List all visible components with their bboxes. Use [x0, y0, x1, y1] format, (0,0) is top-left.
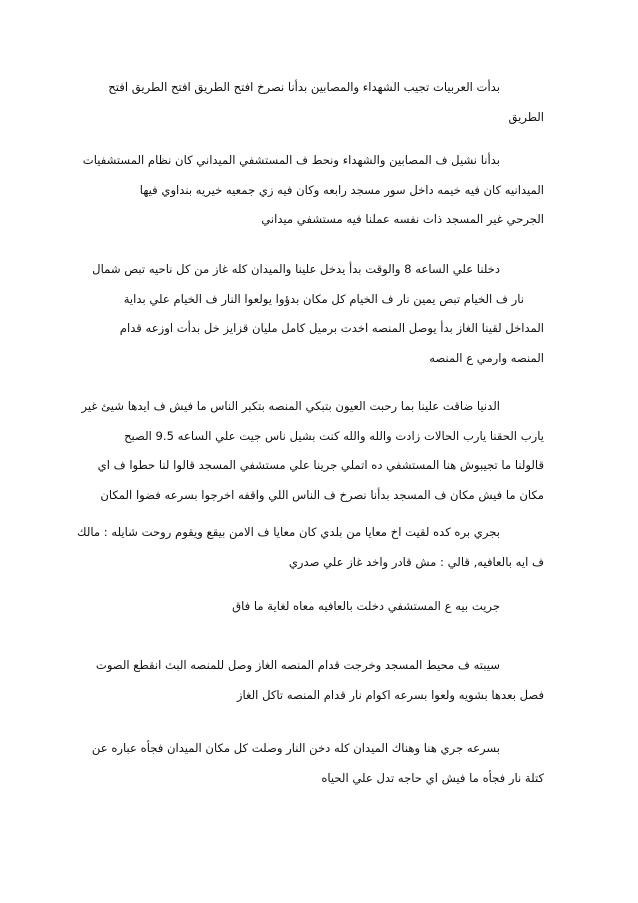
- paragraph-line: نار ف الخيام تبص يمين نار ف الخيام كل مكان بدؤوا يولعوا النار ف الخيام علي بداية: [123, 291, 524, 306]
- paragraph-line: الميدانيه كان فيه خيمه داخل سور مسجد رابعه وكان فيه زي جمعيه خيريه بنداوي فيها: [139, 182, 544, 197]
- paragraph-line: الطريق: [508, 109, 544, 124]
- paragraph-line: الجرحي غير المسجد ذات نفسه عملنا فيه مستشفي ميداني: [261, 212, 544, 226]
- paragraph-line: دخلنا علي الساعه 8 والوقت بدأ يدخل علينا والميدان كله غاز من كل ناحيه تبص شمال: [92, 262, 500, 276]
- paragraph-line: بجري بره كده لقيت اخ معايا من بلدي كان معايا ف الامن بيقع ويقوم روحت شايله : مالك: [77, 525, 500, 539]
- paragraph-line: بدأنا نشيل ف المصابين والشهداء ونحط ف المستشفي الميداني كان نظام المستشفيات: [82, 153, 500, 167]
- paragraph-line: الدنيا ضاقت علينا بما رحبت العيون بتبكي المنصه بتكبر الناس ما فيش ف ايدها شيئ غير: [81, 399, 500, 413]
- paragraph-line: بدأت العربيات تجيب الشهداء والمصابين بدأنا نصرخ افتح الطريق افتح الطريق افتح: [108, 80, 500, 94]
- paragraph-5: [77, 518, 544, 577]
- paragraph-1: [96, 73, 544, 132]
- paragraph-line: المنصه وارمي ع المنصه: [429, 350, 544, 365]
- paragraph-line: جريت بيه ع المستشفي دخلت بالعافيه معاه لغاية ما فاق: [232, 599, 500, 613]
- paragraph-line: كتلة نار فجأه ما فيش اي حاجه تدل علي الحياه: [321, 770, 544, 785]
- paragraph-line: سيبته ف محيط المسجد وخرجت قدام المنصه الغاز وصل للمنصه البث انقطع الصوت: [95, 658, 500, 672]
- paragraph-line: فصل بعدها بشويه ولعوا بسرعه اكوام نار قدام المنصه تاكل الغاز: [236, 687, 544, 702]
- paragraph-8: [91, 734, 544, 793]
- paragraph-line: مكان ما فيش مكان ف المسجد بدأنا نصرخ ف الناس اللي واقفه اخرجوا بسرعه فضوا المكان: [100, 487, 544, 502]
- paragraph-line: قالولنا ما تجيبوش هنا المستشفي ده اتملي جرينا علي مستشفي المسجد قالوا لنا حطوا ف اي: [97, 458, 544, 472]
- paragraph-line: بسرعه جري هنا وهناك الميدان كله دخن النار وصلت كل مكان الميدان فجأه عباره عن: [91, 741, 500, 755]
- paragraph-3: [92, 255, 544, 373]
- paragraph-2: [82, 146, 544, 235]
- paragraph-6: [96, 592, 544, 622]
- paragraph-line: ف ايه بالعافيه, قالي : مش قادر واخد غاز علي صدري: [288, 554, 544, 569]
- paragraph-line: يارب الحقنا يارب الحالات زادت والله والله كنت بشيل ناس جيت علي الساعه 9.5 الصبح: [124, 428, 544, 443]
- paragraph-line: المداخل لقينا الغاز بدأ يوصل المنصه اخدت برميل كامل مليان قزايز خل بدأت اوزعه قدام: [119, 321, 544, 335]
- paragraph-4: [81, 392, 544, 510]
- paragraph-7: [96, 651, 544, 710]
